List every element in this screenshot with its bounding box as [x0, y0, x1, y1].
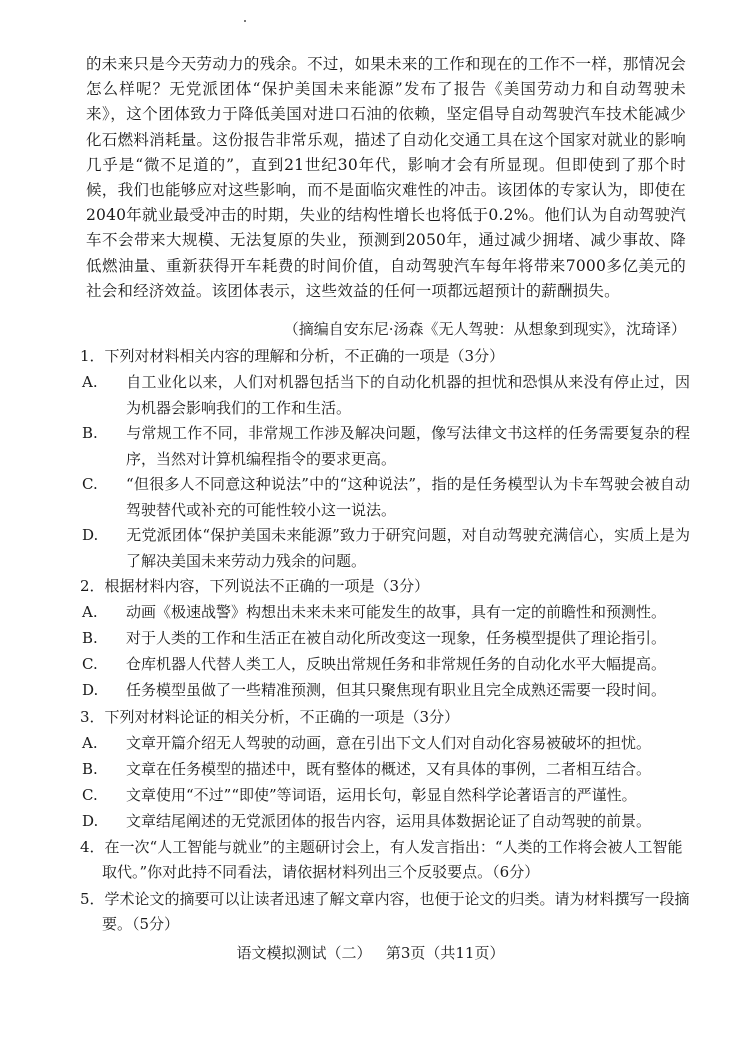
question-3-option-d — [82, 809, 690, 835]
option-text: 任务模型虽做了一些精准预测，但其只聚焦现有职业且完全成熟还需要一段时间。 — [126, 681, 667, 699]
option-key: B. — [82, 629, 98, 647]
option-key: B. — [82, 424, 98, 442]
option-key: C. — [82, 786, 98, 804]
question-3-option-c — [82, 783, 690, 809]
passage-paragraph: 的未来只是今天劳动力的残余。不过，如果未来的工作和现在的工作不一样，那情况会怎么样呢？无党派团体“保护美国未来能源”发布了报告《美国劳动力和自动驾驶未来》，这个团体致力于降低美国对进口石油的依赖，坚定倡导自动驾驶汽车技术能减少化石燃料消耗量。这份报告非常乐观，描述了自动化交通工具在这个国家对就业的影响几乎是“微不足道的”，直到21世纪30年代，影响才会有所显现。但即使到了那个时候，我们也能够应对这些影响，而不是面临灾难性的冲击。该团体的专家认为，即使在2040年就业最受冲击的时期，失业的结构性增长也将低于0.2%。他们认为自动驾驶汽车不会带来大规模、无法复原的失业，预测到2050年，通过减少拥堵、减少事故、降低燃油量、重新获得开车耗费的时间价值，自动驾驶汽车每年将带来7000多亿美元的社会和经济效益。该团体表示，这些效益的任何一项都远超预计的薪酬损失。 — [86, 55, 686, 300]
option-text: 文章开篇介绍无人驾驶的动画，意在引出下文人们对自动化容易被破坏的担忧。 — [126, 734, 652, 752]
option-text: 文章使用“不过”“即使”等词语，运用长句，彰显自然科学论著语言的严谨性。 — [126, 786, 637, 804]
scan-speck — [244, 20, 246, 22]
question-1-option-c — [82, 472, 690, 523]
page-footer: 语文模拟测试（二） 第3页（共11页） — [236, 944, 505, 962]
question-5 — [80, 887, 692, 937]
question-3 — [80, 705, 692, 730]
question-5-stem: 5．学术论文的摘要可以让读者迅速了解文章内容，也便于论文的归类。请为材料撰写一段摘要。（5分） — [80, 890, 690, 933]
option-text: 无党派团体“保护美国未来能源”致力于研究问题，对自动驾驶充满信心，实质上是为了解决美国未来劳动力残余的问题。 — [126, 526, 690, 570]
question-2-stem: 2．根据材料内容，下列说法不正确的一项是（3分） — [80, 577, 430, 595]
option-key: A. — [82, 734, 98, 752]
option-key: B. — [82, 760, 98, 778]
option-key: C. — [82, 475, 98, 493]
option-key: A. — [82, 603, 98, 621]
question-4-stem: 4．在一次“人工智能与就业”的主题研讨会上，有人发言指出：“人类的工作将会被人工智能取代。”你对此持不同看法，请依据材料列出三个反驳要点。（6分） — [80, 838, 683, 881]
question-1 — [80, 344, 692, 369]
option-key: C. — [82, 655, 98, 673]
question-1-option-d — [82, 523, 690, 574]
option-text: 文章结尾阐述的无党派团体的报告内容，运用具体数据论证了自动驾驶的前景。 — [126, 812, 652, 830]
passage-source: （摘编自安东尼·汤森《无人驾驶：从想象到现实》，沈琦译） — [283, 320, 686, 338]
question-3-option-a — [82, 731, 690, 757]
option-text: 对于人类的工作和生活正在被自动化所改变这一现象，任务模型提供了理论指引。 — [126, 629, 667, 647]
question-4 — [80, 835, 692, 885]
question-1-stem: 1．下列对材料相关内容的理解和分析，不正确的一项是（3分） — [80, 347, 505, 365]
option-key: D. — [82, 681, 99, 699]
question-1-option-a — [82, 370, 690, 421]
question-2-option-b — [82, 626, 690, 652]
option-text: “但很多人不同意这种说法”中的“这种说法”，指的是任务模型认为卡车驾驶会被自动驾驶替代或补充的可能性较小这一说法。 — [126, 475, 690, 519]
question-2-option-c — [82, 652, 690, 678]
question-3-stem: 3．下列对材料论证的相关分析，不正确的一项是（3分） — [80, 708, 460, 726]
question-2-option-a — [82, 600, 690, 626]
question-2-option-d — [82, 678, 690, 704]
option-key: D. — [82, 526, 99, 544]
option-text: 自工业化以来，人们对机器包括当下的自动化机器的担忧和恐惧从来没有停止过，因为机器会影响我们的工作和生活。 — [126, 373, 690, 417]
question-2 — [80, 574, 692, 599]
option-text: 动画《极速战警》构想出未来未来可能发生的故事，具有一定的前瞻性和预测性。 — [126, 603, 667, 621]
question-1-option-b — [82, 421, 690, 472]
option-text: 与常规工作不同，非常规工作涉及解决问题，像写法律文书这样的任务需要复杂的程序，当然对计算机编程指令的要求更高。 — [126, 424, 690, 468]
option-key: D. — [82, 812, 99, 830]
option-text: 文章在任务模型的描述中，既有整体的概述，又有具体的事例，二者相互结合。 — [126, 760, 652, 778]
option-key: A. — [82, 373, 98, 391]
option-text: 仓库机器人代替人类工人，反映出常规任务和非常规任务的自动化水平大幅提高。 — [126, 655, 667, 673]
question-3-option-b — [82, 757, 690, 783]
